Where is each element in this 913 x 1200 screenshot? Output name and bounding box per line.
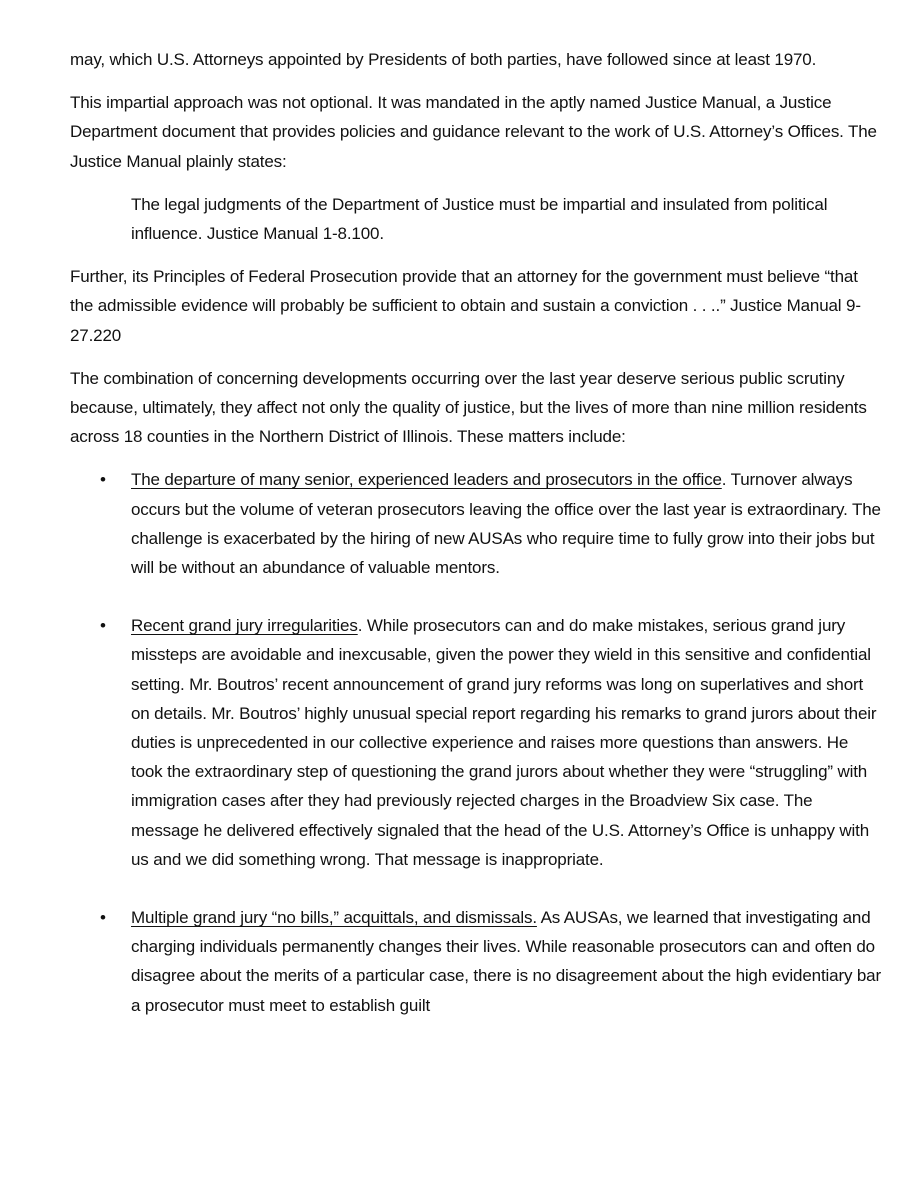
bullet-heading: Recent grand jury irregularities (131, 616, 358, 636)
bullet-glyph: • (100, 470, 106, 490)
paragraph-impartial-approach: This impartial approach was not optional. It was mandated in the aptly named Justice Manual, a Justice Department document that provides policies and guidance relevant to the work of U.S. Attorney’s Offices. The Justice Manual plainly states: (70, 93, 877, 171)
list-item (70, 465, 882, 582)
bullet-body: . Turnover always occurs but the volume of veteran prosecutors leaving the office over the last year is extraordinary. The challenge is exacerbated by the hiring of new AUSAs who require time to fully grow into their jobs but will be without an abundance of valuable mentors. (131, 470, 881, 578)
list-item (70, 903, 882, 1020)
bullet-body: . While prosecutors can and do make mistakes, serious grand jury missteps are avoidable and inexcusable, given the power they wield in this sensitive and confidential setting. Mr. Boutros’ recent announcement of grand jury reforms was long on superlatives and short on details. Mr. Boutros’ highly unusual special report regarding his remarks to grand jurors about their duties is unprecedented in our collective experience and raises more questions than answers. He took the extraordinary step of questioning the grand jurors about whether they were “struggling” with immigration cases after they had previously rejected charges in the Broadview Six case. The message he delivered effectively signaled that the head of the U.S. Attorney’s Office is unhappy with us and we did something wrong. That message is inappropriate. (131, 616, 877, 869)
matters-list (70, 465, 882, 1019)
bullet-glyph: • (100, 908, 106, 928)
paragraph-concerning-developments: The combination of concerning developments occurring over the last year deserve serious public scrutiny because, ultimately, they affect not only the quality of justice, but the lives of more than nine million residents across 18 counties in the Northern District of Illinois. These matters include: (70, 368, 867, 447)
list-item (70, 611, 882, 874)
document-page (70, 45, 882, 1049)
bullet-body: As AUSAs, we learned that investigating and charging individuals permanently changes their lives. While reasonable prosecutors can and often do disagree about the merits of a particular case, there is no disagreement about the high evidentiary bar a prosecutor must meet to establish guilt (131, 908, 881, 1015)
bullet-glyph: • (100, 616, 106, 636)
paragraph-continuation: may, which U.S. Attorneys appointed by Presidents of both parties, have followed since at least 1970. (70, 50, 817, 69)
block-quote-justice-manual: The legal judgments of the Department of Justice must be impartial and insulated from political influence. Justice Manual 1-8.100. (131, 194, 828, 244)
bullet-heading: The departure of many senior, experienced leaders and prosecutors in the office (131, 470, 722, 490)
bullet-heading: Multiple grand jury “no bills,” acquittals, and dismissals. (131, 908, 537, 928)
paragraph-principles: Further, its Principles of Federal Prosecution provide that an attorney for the government must believe “that the admissible evidence will probably be sufficient to obtain and sustain a conviction . . ..” Justice Manual 9-27.220 (70, 267, 861, 345)
